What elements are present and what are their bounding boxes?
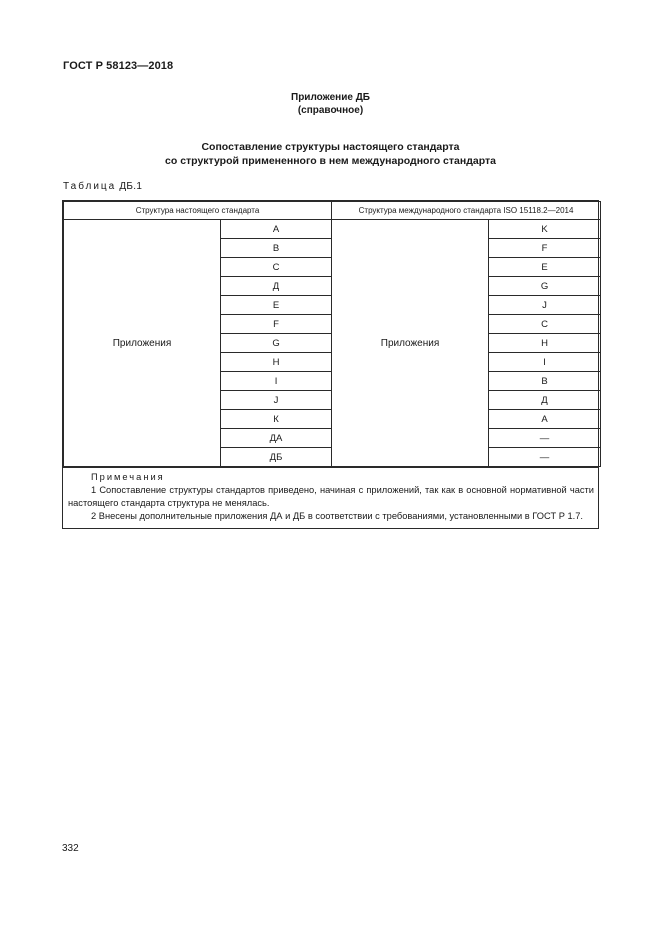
appendix-kind: (справочное) (297, 105, 364, 116)
right-appendix-cell: H (489, 334, 601, 353)
table-caption-number: ДБ.1 (119, 181, 143, 192)
col2-header: Структура международного стандарта ISO 15118.2—2014 (332, 202, 601, 220)
left-appendix-cell: С (221, 258, 332, 277)
section-title-line-1: Сопоставление структуры настоящего стандарта (201, 141, 460, 153)
page-number: 332 (62, 843, 79, 854)
right-appendix-cell: C (489, 315, 601, 334)
note-1: 1 Сопоставление структуры стандартов приведено, начиная с приложений, так как в основной нормативной части настоящего стандарта структура не менялась. (68, 485, 594, 508)
right-appendix-cell: А (489, 410, 601, 429)
comparison-table-frame (62, 200, 599, 468)
left-appendix-cell: А (221, 220, 332, 239)
table-caption (63, 181, 142, 192)
right-appendix-cell: G (489, 277, 601, 296)
right-appendix-cell: E (489, 258, 601, 277)
left-appendix-cell: F (221, 315, 332, 334)
section-title-line-2: со структурой примененного в нем международного стандарта (165, 155, 496, 167)
left-appendix-cell: К (221, 410, 332, 429)
left-appendix-cell: J (221, 391, 332, 410)
comparison-table-block (62, 200, 599, 529)
right-group-cell: Приложения (332, 220, 489, 467)
appendix-title: Приложение ДБ (291, 92, 370, 103)
left-appendix-cell: G (221, 334, 332, 353)
notes-heading: Примечания (91, 472, 165, 482)
left-appendix-cell: ДБ (221, 448, 332, 467)
right-appendix-cell: — (489, 448, 601, 467)
table-notes (62, 468, 599, 529)
left-appendix-cell: Д (221, 277, 332, 296)
left-appendix-cell: В (221, 239, 332, 258)
left-appendix-cell: ДА (221, 429, 332, 448)
left-appendix-cell: Е (221, 296, 332, 315)
right-appendix-cell: Д (489, 391, 601, 410)
right-appendix-cell: B (489, 372, 601, 391)
table-header-row (64, 202, 601, 220)
left-appendix-cell: H (221, 353, 332, 372)
right-appendix-cell: K (489, 220, 601, 239)
left-appendix-cell: I (221, 372, 332, 391)
right-appendix-cell: I (489, 353, 601, 372)
document-header: ГОСТ Р 58123—2018 (63, 60, 174, 72)
right-appendix-cell: J (489, 296, 601, 315)
right-appendix-cell: F (489, 239, 601, 258)
right-appendix-cell: — (489, 429, 601, 448)
section-title (0, 140, 661, 168)
appendix-heading (0, 91, 661, 117)
left-group-cell: Приложения (64, 220, 221, 467)
table-row (64, 220, 601, 239)
comparison-table (63, 201, 601, 467)
table-caption-word: Таблица (63, 181, 117, 192)
col1-header: Структура настоящего стандарта (64, 202, 332, 220)
note-2: 2 Внесены дополнительные приложения ДА и ДБ в соответствии с требованиями, установленными в ГОСТ Р 1.7. (91, 511, 583, 521)
